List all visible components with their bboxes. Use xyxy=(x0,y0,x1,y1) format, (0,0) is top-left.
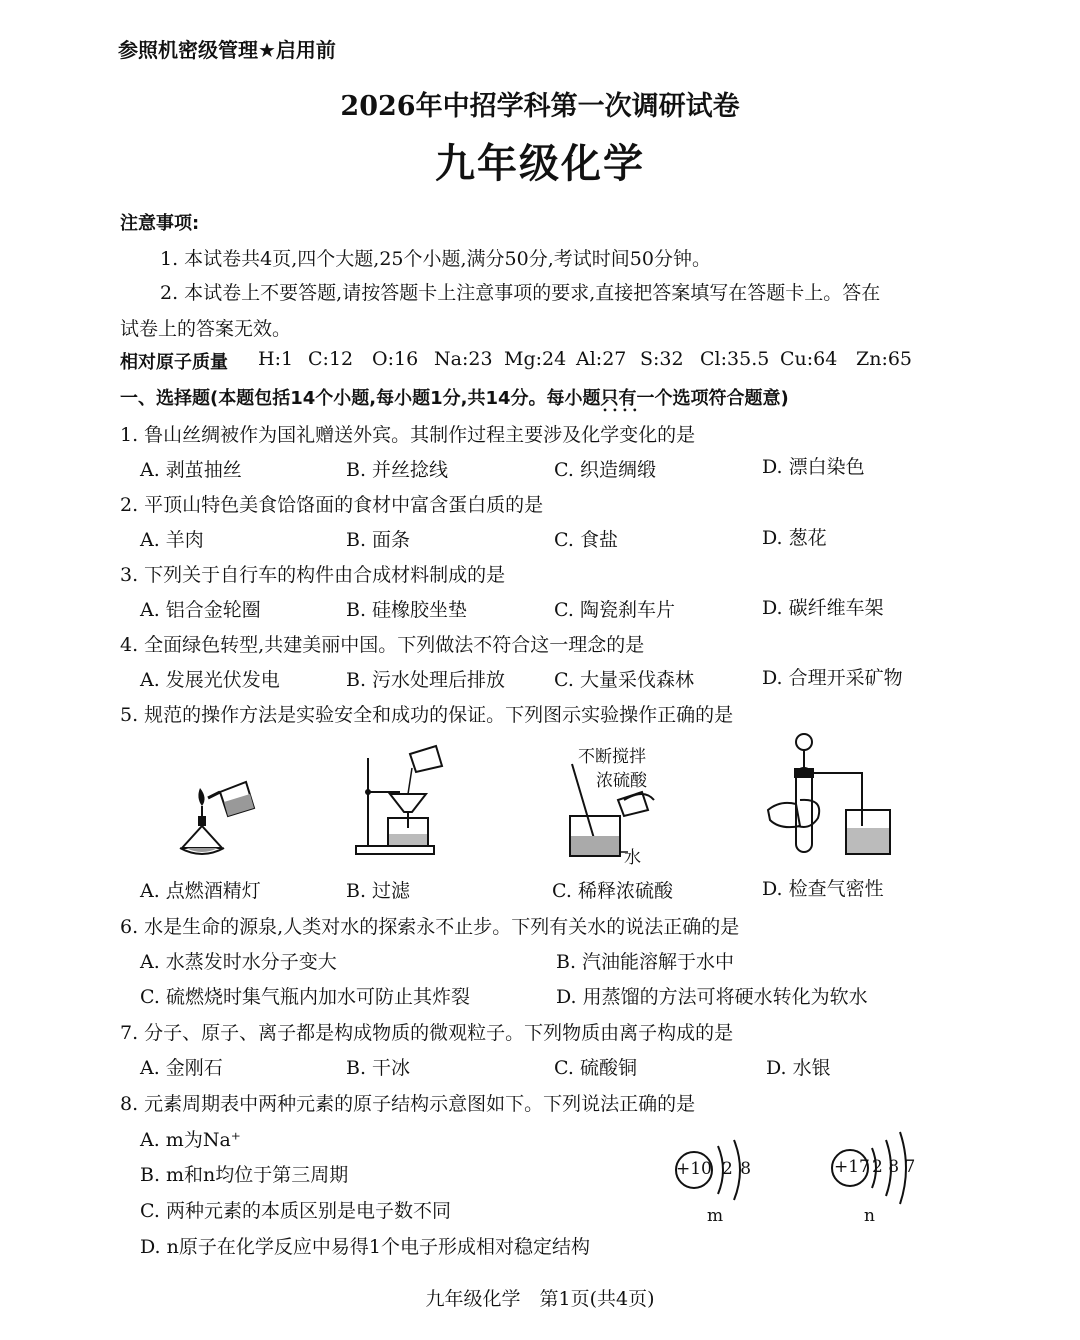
confidential-label: 参照机密级管理★启用前 xyxy=(118,38,336,62)
question-6-option-a: A. 水蒸发时水分子变大 xyxy=(140,951,337,973)
atom-m-label: m xyxy=(707,1206,724,1226)
question-5-option-d: D. 检查气密性 xyxy=(762,878,884,900)
figure-label-stir: 不断搅拌 xyxy=(578,747,646,767)
atomic-mass-mg: Mg:24 xyxy=(504,348,567,370)
question-1-option-d: D. 漂白染色 xyxy=(762,456,865,478)
question-8-option-a: A. m为Na⁺ xyxy=(140,1129,241,1151)
question-6-stem: 6. 水是生命的源泉,人类对水的探索永不止步。下列有关水的说法正确的是 xyxy=(120,916,740,938)
question-5-stem: 5. 规范的操作方法是实验安全和成功的保证。下列图示实验操作正确的是 xyxy=(120,704,734,726)
question-5-option-c: C. 稀释浓硫酸 xyxy=(552,880,673,902)
question-8-option-b: B. m和n均位于第三周期 xyxy=(140,1164,349,1186)
atomic-mass-na: Na:23 xyxy=(434,348,493,370)
notes-heading: 注意事项: xyxy=(120,213,200,234)
atom-n-nucleus: +17 xyxy=(834,1157,870,1177)
figure-filtration xyxy=(350,740,460,860)
question-7-option-a: A. 金刚石 xyxy=(140,1057,223,1079)
notes-item-2-cont: 试卷上的答案无效。 xyxy=(120,318,292,340)
question-8-option-d: D. n原子在化学反应中易得1个电子形成相对稳定结构 xyxy=(140,1236,590,1258)
question-4-option-b: B. 污水处理后排放 xyxy=(346,669,506,691)
section-heading-prefix: 一、选择题(本题包括14个小题,每小题1分,共14分。每小题 xyxy=(120,388,601,409)
question-1-option-b: B. 并丝捻线 xyxy=(346,459,449,481)
figure-label-acid: 浓硫酸 xyxy=(596,771,647,791)
question-7-option-d: D. 水银 xyxy=(766,1057,831,1079)
question-4-stem: 4. 全面绿色转型,共建美丽中国。下列做法不符合这一理念的是 xyxy=(120,634,645,656)
question-1-stem: 1. 鲁山丝绸被作为国礼赠送外宾。其制作过程主要涉及化学变化的是 xyxy=(120,424,696,446)
notes-item-2: 2. 本试卷上不要答题,请按答题卡上注意事项的要求,直接把答案填写在答题卡上。答在 xyxy=(160,282,881,304)
atom-n-shells: 2 8 7 xyxy=(872,1157,916,1177)
atomic-mass-o: O:16 xyxy=(372,348,419,370)
figure-alcohol-lamp xyxy=(170,768,270,868)
question-5-option-b: B. 过滤 xyxy=(346,880,411,902)
atomic-mass-zn: Zn:65 xyxy=(856,348,913,370)
question-7-option-c: C. 硫酸铜 xyxy=(554,1057,637,1079)
question-1-option-c: C. 织造绸缎 xyxy=(554,459,656,481)
question-5-option-a: A. 点燃酒精灯 xyxy=(140,880,261,902)
atomic-mass-cl: Cl:35.5 xyxy=(700,348,770,370)
question-4-option-d: D. 合理开采矿物 xyxy=(762,667,903,689)
question-4-option-c: C. 大量采伐森林 xyxy=(554,669,694,691)
question-3-stem: 3. 下列关于自行车的构件由合成材料制成的是 xyxy=(120,564,506,586)
figure-dilute-acid xyxy=(562,760,662,864)
atomic-mass-h: H:1 xyxy=(258,348,294,370)
atomic-mass-cu: Cu:64 xyxy=(780,348,838,370)
question-7-stem: 7. 分子、原子、离子都是构成物质的微观粒子。下列物质由离子构成的是 xyxy=(120,1022,734,1044)
question-6-option-d: D. 用蒸馏的方法可将硬水转化为软水 xyxy=(556,986,868,1008)
question-4-option-a: A. 发展光伏发电 xyxy=(140,669,280,691)
subject-title: 九年级化学 xyxy=(435,140,645,187)
atomic-mass-c: C:12 xyxy=(308,348,354,370)
question-2-option-d: D. 葱花 xyxy=(762,527,827,549)
question-3-option-a: A. 铝合金轮圈 xyxy=(140,599,261,621)
atomic-mass-label: 相对原子质量 xyxy=(120,352,228,373)
section-heading xyxy=(120,384,789,410)
question-2-option-b: B. 面条 xyxy=(346,529,411,551)
question-3-option-c: C. 陶瓷刹车片 xyxy=(554,599,675,621)
question-8-option-c: C. 两种元素的本质区别是电子数不同 xyxy=(140,1200,451,1222)
question-1-option-a: A. 剥茧抽丝 xyxy=(140,459,242,481)
atom-m-shells: 2 8 xyxy=(722,1159,752,1179)
section-heading-suffix: 选项符合题意) xyxy=(672,388,789,409)
atom-n-label: n xyxy=(864,1206,875,1226)
question-6-option-c: C. 硫燃烧时集气瓶内加水可防止其炸裂 xyxy=(140,986,470,1008)
atom-m-nucleus: +10 xyxy=(676,1159,712,1179)
question-3-option-b: B. 硅橡胶坐垫 xyxy=(346,599,468,621)
question-7-option-b: B. 干冰 xyxy=(346,1057,411,1079)
page-footer: 九年级化学 第1页(共4页) xyxy=(425,1288,655,1310)
notes-item-1: 1. 本试卷共4页,四个大题,25个小题,满分50分,考试时间50分钟。 xyxy=(160,248,711,270)
question-2-option-c: C. 食盐 xyxy=(554,529,618,551)
atomic-mass-s: S:32 xyxy=(640,348,684,370)
question-2-stem: 2. 平顶山特色美食饸饹面的食材中富含蛋白质的是 xyxy=(120,494,544,516)
section-heading-emphasis: 只有一个 • • • • xyxy=(601,388,673,409)
exam-title: 2026年中招学科第一次调研试卷 xyxy=(340,91,740,122)
question-2-option-a: A. 羊肉 xyxy=(140,529,204,551)
atomic-mass-al: Al:27 xyxy=(576,348,627,370)
figure-label-water: 水 xyxy=(624,848,641,868)
figure-airtightness xyxy=(762,730,912,860)
question-8-stem: 8. 元素周期表中两种元素的原子结构示意图如下。下列说法正确的是 xyxy=(120,1093,696,1115)
question-6-option-b: B. 汽油能溶解于水中 xyxy=(556,951,735,973)
question-3-option-d: D. 碳纤维车架 xyxy=(762,597,884,619)
